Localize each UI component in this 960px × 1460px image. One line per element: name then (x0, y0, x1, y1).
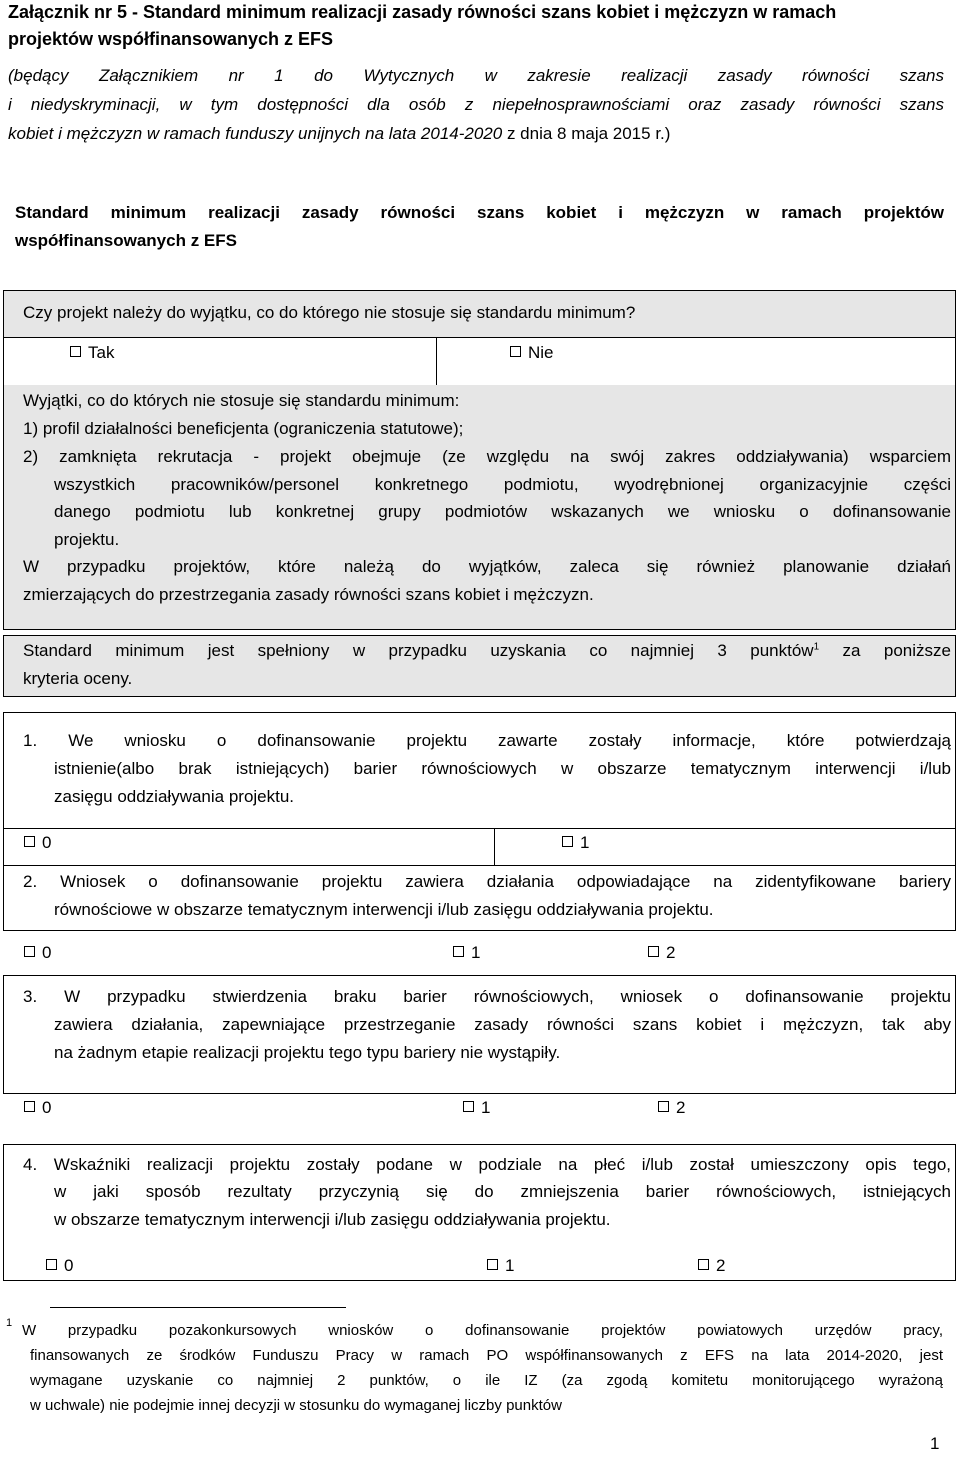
exception-intro: Wyjątki, co do których nie stosuje się standardu minimum: (23, 391, 460, 410)
criterion-1-line-1: 1. We wniosku o dofinansowanie projektu zawarte zostały informacje, które potwierdzają (23, 731, 951, 750)
standard-requirement-line-2: kryteria oceny. (23, 669, 133, 688)
exception-list-box (3, 385, 956, 630)
standard-requirement-box (3, 635, 956, 697)
criterion-1-line-2: istnienie(albo brak istniejących) barier równościowych w obszarze tematycznym interwencji i/lub (54, 759, 951, 778)
checkbox-icon[interactable] (658, 1101, 669, 1112)
criterion-3-line-3: na żadnym etapie realizacji projektu tego typu bariery nie wystąpiły. (54, 1043, 561, 1062)
criterion-3-option-0-label: 0 (42, 1098, 52, 1117)
footnote-separator (50, 1307, 346, 1308)
exception-note-line-1: W przypadku projektów, które należą do wyjątków, zaleca się również planowanie działań (23, 557, 951, 576)
criterion-1-options-row (3, 828, 956, 866)
criterion-2-option-1-label: 1 (471, 943, 481, 962)
criterion-1-option-1[interactable] (562, 833, 589, 853)
criterion-3-option-2-label: 2 (676, 1098, 686, 1117)
criterion-4-option-2[interactable] (698, 1256, 725, 1276)
option-tak[interactable] (70, 343, 114, 363)
criterion-4-option-0[interactable] (46, 1256, 73, 1276)
checkbox-icon[interactable] (24, 836, 35, 847)
criterion-2-option-2-label: 2 (666, 943, 676, 962)
checkbox-icon[interactable] (487, 1259, 498, 1270)
criterion-4-option-0-label: 0 (64, 1256, 74, 1275)
criterion-3-box (3, 975, 956, 1094)
criterion-3-option-0[interactable] (24, 1098, 51, 1118)
option-nie-label: Nie (528, 343, 554, 362)
subtitle-line-2: i niedyskryminacji, w tym dostępności dla osób z niepełnosprawnościami oraz zasady równości szans (8, 95, 944, 114)
criterion-4-line-2: w jaki sposób rezultaty przyczynią się do zmniejszenia barier równościowych, istniejących (54, 1182, 951, 1201)
exception-item-2-line-3: danego podmiotu lub konkretnej grupy podmiotów wskazanych we wniosku o dofinansowanie (54, 502, 951, 521)
footnote-line-2: finansowanych ze środków Funduszu Pracy w ramach PO współfinansowanych z EFS na lata 2014-2020, jest (30, 1347, 943, 1364)
standard-requirement-text: Standard minimum jest spełniony w przypadku uzyskania co najmniej 3 punktów (23, 641, 814, 660)
options-divider (436, 338, 437, 386)
criterion-4-line-3: w obszarze tematycznym interwencji i/lub zasięgu oddziaływania projektu. (54, 1210, 611, 1229)
section-heading-line-1: Standard minimum realizacji zasady równości szans kobiet i mężczyzn w ramach projektów (15, 203, 944, 222)
criterion-1-options-divider (494, 829, 495, 866)
checkbox-icon[interactable] (562, 836, 573, 847)
checkbox-icon[interactable] (510, 346, 521, 357)
section-heading-line-2: współfinansowanych z EFS (15, 231, 237, 250)
criterion-4-box (3, 1144, 956, 1281)
page-number: 1 (930, 1434, 940, 1453)
criterion-2-line-1: 2. Wniosek o dofinansowanie projektu zawiera działania odpowiadające na zidentyfikowane bariery (23, 872, 951, 891)
criterion-1-line-3: zasięgu oddziaływania projektu. (54, 787, 295, 806)
footnote-reference: 1 (813, 641, 820, 653)
option-tak-label: Tak (88, 343, 115, 362)
exception-question-box (3, 290, 956, 338)
option-nie[interactable] (510, 343, 554, 363)
checkbox-icon[interactable] (453, 946, 464, 957)
footnote-line-1: W przypadku pozakonkursowych wniosków o dofinansowanie projektów powiatowych urzędów pracy, (22, 1322, 943, 1339)
criterion-3-option-1[interactable] (463, 1098, 490, 1118)
criterion-2-option-0-label: 0 (42, 943, 52, 962)
criterion-4-option-2-label: 2 (716, 1256, 726, 1275)
checkbox-icon[interactable] (648, 946, 659, 957)
exception-item-2-line-4: projektu. (54, 530, 120, 549)
criterion-2-option-2[interactable] (648, 943, 675, 963)
footnote-line-4: w uchwale) nie podejmie innej decyzji w stosunku do wymaganej liczby punktów (30, 1397, 562, 1414)
criterion-3-line-1: 3. W przypadku stwierdzenia braku barier równościowych, wniosek o dofinansowanie projektu (23, 987, 951, 1006)
subtitle-guidelines-name: kobiet i mężczyzn w ramach funduszy unijnych na lata 2014-2020 (8, 124, 503, 143)
criterion-1-box (3, 712, 956, 829)
criterion-1-option-0-label: 0 (42, 833, 52, 852)
exception-item-2-line-2: wszystkich pracowników/personel konkretnego podmiotu, wyodrębnionej organizacyjnie części (54, 475, 951, 494)
checkbox-icon[interactable] (24, 1101, 35, 1112)
checkbox-icon[interactable] (70, 346, 81, 357)
footnote-line-3: wymagane uzyskanie co najmniej 2 punktów, o ile IZ (za zgodą komitetu monitorującego wyrażoną (30, 1372, 943, 1389)
standard-requirement-line-1 (23, 641, 951, 661)
exception-question: Czy projekt należy do wyjątku, co do którego nie stosuje się standardu minimum? (23, 303, 636, 322)
criterion-2-option-1[interactable] (453, 943, 480, 963)
criterion-4-option-1-label: 1 (505, 1256, 515, 1275)
criterion-2-option-0[interactable] (24, 943, 51, 963)
checkbox-icon[interactable] (46, 1259, 57, 1270)
criterion-1-option-0[interactable] (24, 833, 51, 853)
exception-item-1: 1) profil działalności beneficjenta (ograniczenia statutowe); (23, 419, 464, 438)
criterion-3-option-2[interactable] (658, 1098, 685, 1118)
document-title-line-2: projektów współfinansowanych z EFS (8, 29, 334, 49)
standard-requirement-suffix: za poniższe (819, 641, 951, 660)
criterion-4-line-1: 4. Wskaźniki realizacji projektu zostały podane w podziale na płeć i/lub został umieszczony opis tego, (23, 1155, 951, 1174)
criterion-1-option-1-label: 1 (580, 833, 590, 852)
document-title-line-1: Załącznik nr 5 - Standard minimum realizacji zasady równości szans kobiet i mężczyzn w ramach (8, 2, 837, 22)
footnote-marker: 1 (6, 1317, 13, 1329)
checkbox-icon[interactable] (698, 1259, 709, 1270)
checkbox-icon[interactable] (463, 1101, 474, 1112)
exception-item-2-line-1: 2) zamknięta rekrutacja - projekt obejmuje (ze względu na swój zakres oddziaływania) wsparciem (23, 447, 951, 466)
checkbox-icon[interactable] (24, 946, 35, 957)
exception-options-row (3, 337, 956, 386)
subtitle-line-1: (będący Załącznikiem nr 1 do Wytycznych w zakresie realizacji zasady równości szans (8, 66, 944, 85)
criterion-3-option-1-label: 1 (481, 1098, 491, 1117)
criterion-2-line-2: równościowe w obszarze tematycznym interwencji i/lub zasięgu oddziaływania projektu. (54, 900, 714, 919)
subtitle-date: z dnia 8 maja 2015 r.) (502, 124, 671, 143)
criterion-4-option-1[interactable] (487, 1256, 514, 1276)
subtitle-line-3 (8, 124, 670, 144)
exception-note-line-2: zmierzających do przestrzegania zasady równości szans kobiet i mężczyzn. (23, 585, 594, 604)
criterion-3-line-2: zawiera działania, zapewniające przestrzeganie zasady równości szans kobiet i mężczyzn, tak aby (54, 1015, 951, 1034)
criterion-2-box (3, 865, 956, 931)
